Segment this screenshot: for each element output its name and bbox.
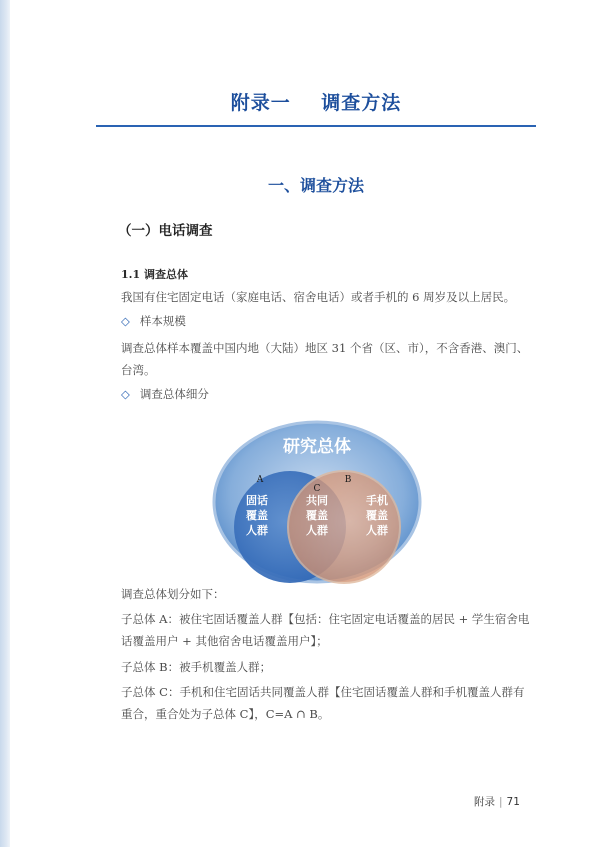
left-text-line: 固话 — [246, 494, 268, 507]
left-text-line: 覆盖 — [246, 509, 268, 522]
middle-text-line: 共同 — [306, 494, 328, 507]
diamond-bullet-icon: ◇ — [121, 314, 130, 328]
outer-label: 研究总体 — [283, 437, 351, 457]
paragraph-line: 调查总体样本覆盖中国内地（大陆）地区 31 个省（区、市），不含香港、澳门、 — [121, 341, 529, 355]
left-text-line: 人群 — [246, 524, 268, 537]
middle-text-line: 人群 — [306, 524, 328, 537]
paragraph-subpopulation-a — [121, 608, 541, 652]
label-b: B — [344, 475, 352, 485]
label-c: C — [313, 484, 321, 494]
paragraph-coverage — [121, 337, 541, 381]
right-text-line: 手机 — [366, 494, 388, 507]
middle-text-line: 覆盖 — [306, 509, 328, 522]
right-text-line: 覆盖 — [366, 509, 388, 522]
paragraph-population: 我国有住宅固定电话（家庭电话、宿舍电话）或者手机的 6 周岁及以上居民。 — [121, 290, 516, 304]
paragraph-subpopulation-c — [121, 681, 541, 725]
paragraph-subpopulation-b: 子总体 B：被手机覆盖人群； — [121, 660, 272, 674]
paragraph-division-intro: 调查总体划分如下： — [121, 587, 225, 601]
bullet-sample-size — [121, 313, 186, 329]
page-number: 71 — [506, 796, 520, 808]
page-footer — [474, 794, 520, 809]
subsection-title: （一）电话调查 — [118, 223, 213, 239]
diamond-bullet-icon: ◇ — [121, 387, 130, 401]
chapter-title: 附录一 调查方法 — [230, 92, 402, 114]
paragraph-line: 台湾。 — [121, 363, 156, 377]
bullet-label: 样本规模 — [139, 314, 186, 328]
venn-diagram — [212, 420, 422, 584]
bullet-subdivision — [121, 386, 209, 402]
paragraph-line: 子总体 A：被住宅固话覆盖人群【包括：住宅固定电话覆盖的居民 + 学生宿舍电 — [121, 612, 530, 626]
right-text-line: 人群 — [366, 524, 388, 537]
paragraph-line: 话覆盖用户 + 其他宿舍电话覆盖用户】； — [121, 634, 328, 648]
chapter-divider — [96, 125, 536, 127]
label-a: A — [256, 475, 264, 485]
footer-label: 附录 — [474, 796, 495, 808]
section-title: 一、调查方法 — [267, 176, 364, 195]
footer-separator: | — [499, 796, 503, 808]
paragraph-line: 重合，重合处为子总体 C】，C=A ∩ B。 — [121, 707, 330, 721]
paragraph-line: 子总体 C：手机和住宅固话共同覆盖人群【住宅固话覆盖人群和手机覆盖人群有 — [121, 685, 525, 699]
bullet-label: 调查总体细分 — [139, 387, 209, 401]
page-edge-bar — [0, 0, 10, 847]
sub-heading: 1.1 调查总体 — [121, 268, 188, 281]
